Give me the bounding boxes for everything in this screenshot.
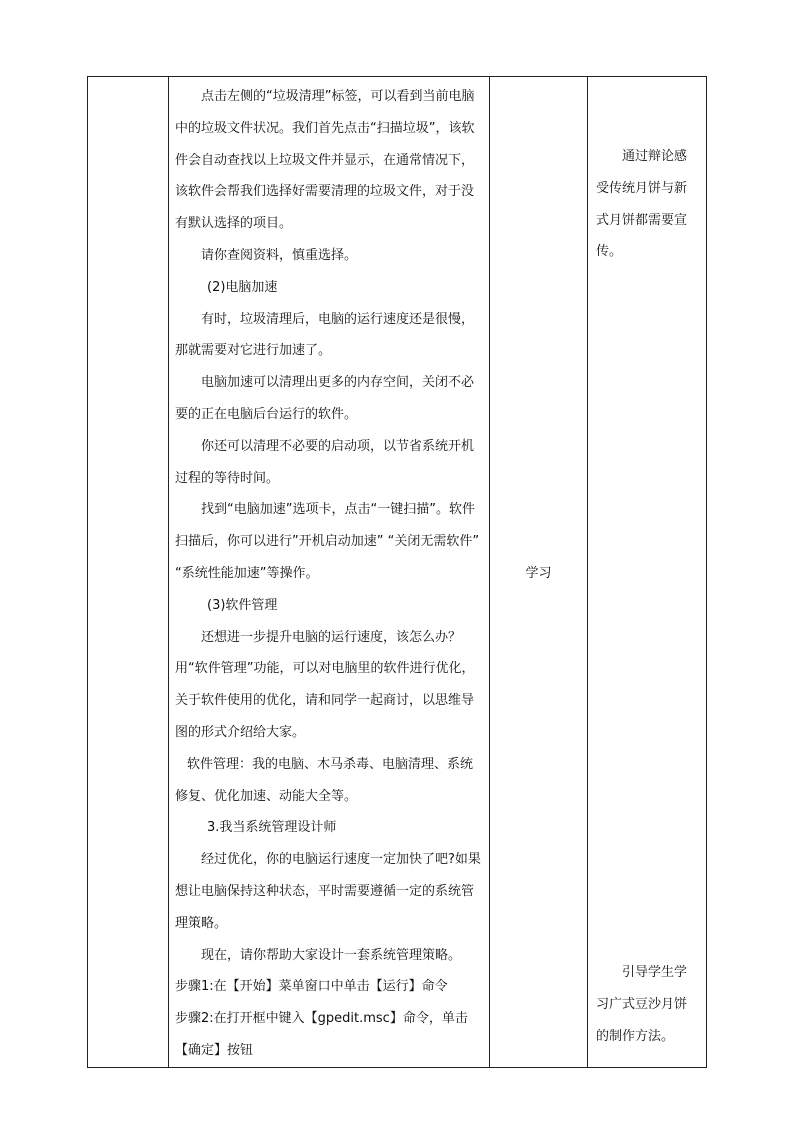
content-paragraph: 3.我当系统管理设计师 — [207, 820, 337, 836]
teaching-content-cell — [169, 77, 490, 1068]
content-paragraph: 现在，请你帮助大家设计一套系统管理策略。 — [201, 947, 462, 963]
content-paragraph: 软件管理：我的电脑、木马杀毒、电脑清理、系统修复、优化加速、动能大全等。 — [175, 756, 474, 804]
design-intent-bottom: 引导学生学习广式豆沙月饼的制作方法。 — [596, 965, 688, 1044]
student-activity-cell — [490, 77, 588, 1068]
content-paragraph: 你还可以清理不必要的启动项，以节省系统开机过程的等待时间。 — [175, 438, 475, 486]
content-paragraph: 找到“电脑加速”选项卡，点击“一键扫描”。软件扫描后，你可以进行”开机启动加速” “关闭无需软件” “系统性能加速”等操作。 — [175, 502, 480, 581]
student-activity-text: 学习 — [525, 566, 552, 582]
lesson-plan-table — [87, 76, 707, 1068]
content-paragraph: 经过优化，你的电脑运行速度一定加快了吧?如果想让电脑保持这种状态，平时需要遵循一定的系统管理策略。 — [175, 852, 481, 931]
table-row — [88, 77, 707, 1068]
content-paragraph: 还想进一步提升电脑的运行速度，该怎么办？用“软件管理”功能，可以对电脑里的软件进行优化，关于软件使用的优化，请和同学一起商讨，以思维导图的形式介绍给大家。 — [175, 629, 475, 740]
blank-column-cell — [88, 77, 169, 1068]
design-intent-top: 通过辩论感受传统月饼与新式月饼都需要宣传。 — [596, 149, 688, 260]
content-paragraph: 电脑加速可以清理出更多的内存空间，关闭不必要的正在电脑后台运行的软件。 — [175, 375, 475, 422]
content-paragraph: 点击左侧的“垃圾清理”标签，可以看到当前电脑中的垃圾文件状况。我们首先点击“扫描垃圾”，该软件会自动查找以上垃圾文件并显示，在通常情况下，该软件会帮我们选择好需要清理的垃圾文件，对于没有默认选择的项目。 — [175, 89, 475, 232]
content-paragraph: (3)软件管理 — [207, 597, 278, 613]
content-paragraph: (2)电脑加速 — [207, 279, 278, 295]
design-intent-cell — [588, 77, 707, 1068]
content-paragraph: 步骤2:在打开框中键入【gpedit.msc】命令，单击【确定】按钮 — [175, 1011, 468, 1058]
content-paragraph: 请你查阅资料，慎重选择。 — [201, 247, 358, 263]
content-paragraph: 步骤1:在【开始】菜单窗口中单击【运行】命令 — [175, 979, 448, 995]
content-paragraph: 有时，垃圾清理后，电脑的运行速度还是很慢，那就需要对它进行加速了。 — [175, 311, 475, 359]
